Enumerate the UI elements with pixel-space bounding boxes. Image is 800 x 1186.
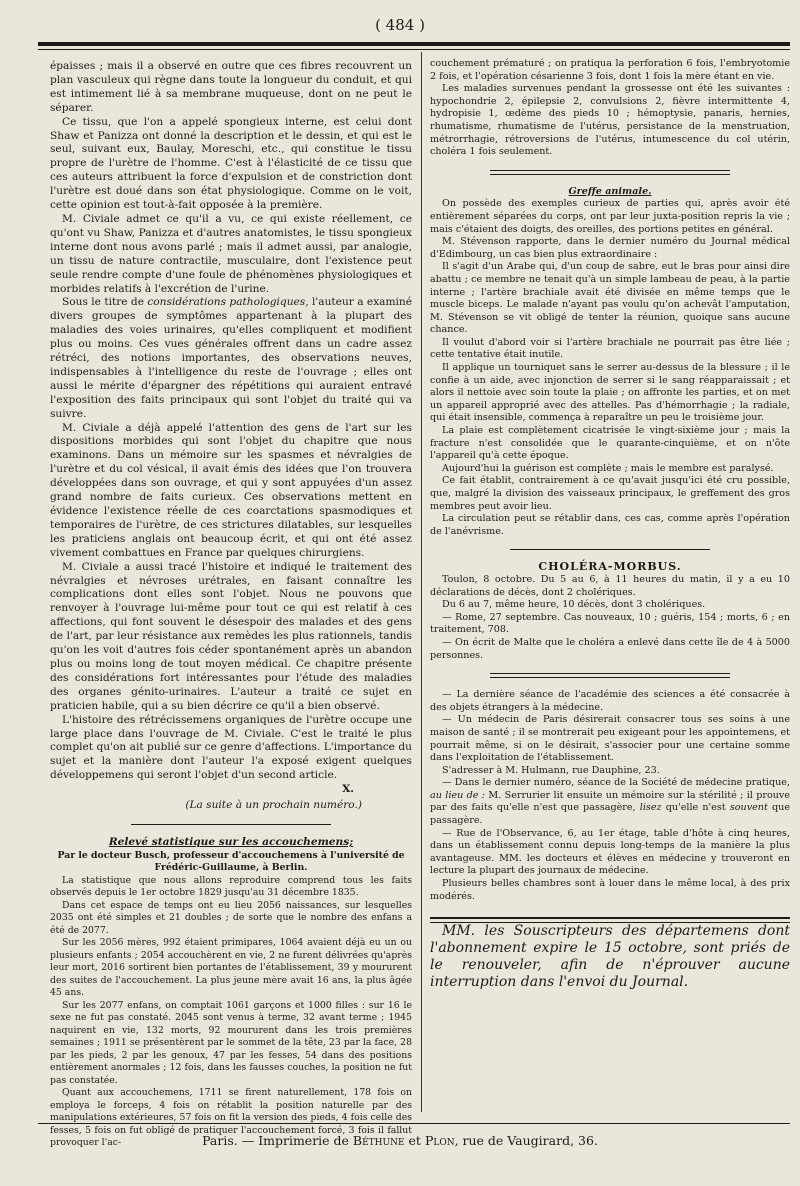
paragraph: Ce fait établit, contrairement à ce qu'avait jusqu'ici été cru possible, que, malgré la division des vaisseaux principaux, le greffement des gros membres peut avoir lieu.: [430, 475, 790, 512]
footer-rule: [38, 1123, 790, 1124]
right-column: [430, 58, 790, 991]
continued-note: (La suite à un prochain numéro.): [185, 799, 362, 812]
section-separator: [490, 170, 730, 175]
paragraph: Il voulut d'abord voir si l'artère brachiale ne pourrait pas être liée ; cette tentative était inutile.: [430, 336, 790, 361]
paragraph: Aujourd'hui la guérison est complète ; mais le membre est paralysé.: [442, 462, 774, 474]
paragraph: [430, 777, 790, 827]
paragraph: couchement prématuré ; on pratiqua la perforation 6 fois, l'embryotomie 2 fois, et l'opération césarienne 3 fois, dont 1 fois la mère étant en vie.: [430, 58, 790, 82]
printer-name: Plon: [424, 1133, 455, 1148]
emphasis: souvent: [729, 802, 768, 814]
section-title: Relevé statistique sur les accouchemens;: [108, 835, 354, 848]
paragraph: M. Civiale a déjà appelé l'attention des gens de l'art sur les dispositions morbides qui sont l'objet du chapitre que nous examinons. Dans un mémoire sur les spasmes et névralgies de l'urètre et du col vésical, il avait émis des idées que l'on trouvera développées dans son ouvrage, et qui y sont appuyées d'un assez grand nombre de faits curieux. Ces observations mettent en évidence l'existence réelle de ces coarctations spasmodiques et temporaires de l'urètre, de ces strictures dilatables, sur lesquelles les praticiens anglais ont beaucoup écrit, et qui ont été assez vivement combattues en France par quelques chirurgiens.: [50, 421, 412, 559]
paragraph: M. Civiale a aussi tracé l'histoire et indiqué le traitement des névralgies et névroses urétrales, en faisant connaître les complications dont elles sont l'objet. Nous ne pouvons que renvoyer à l'ouvrage lui-même pour tout ce qui est relatif à ces affections, qui font souvent le désespoir des malades et des gens de l'art, par leur résistance aux remèdes les plus rationnels, tandis qu'on les voit d'autres fois céder spontanément après un abandon plus ou moins long de tout moyen médical. Ce chapitre présente des considérations fort intéressantes pour l'étude des maladies des organes génito-urinaires. L'auteur a traité ce sujet en praticien habile, qui a su bien décrire ce qu'il a bien observé.: [50, 560, 412, 712]
paragraph: Ce tissu, que l'on a appelé spongieux interne, est celui dont Shaw et Panizza ont donné la description et le dessin, et qui est le seul, suivant eux, Baulay, Moreschi, etc., qui constitue le tissu propre de l'urètre de l'homme. C'est à l'élasticité de ce tissu que ces auteurs attribuent la force d'expulsion et de constriction dont l'urètre est doué dans son état physiologique. Comme on le voit, cette opinion est tout-à-fait opposée à la première.: [50, 115, 412, 212]
signature: X.: [342, 783, 354, 796]
paragraph: M. Civiale admet ce qu'il a vu, ce qui existe réellement, ce qu'ont vu Shaw, Panizza et d'autres anatomistes, le tissu spongieux interne dont nous avons parlé ; mais il admet aussi, par analogie, un tissu de nature contractile, musculaire, dont l'existence peut seule rendre compte d'une foule de phénomènes physiologiques et morbides relatifs à l'excrétion de l'urine.: [50, 212, 412, 295]
text-run: qu'elle n'est: [661, 802, 730, 814]
paragraph: [50, 296, 412, 421]
paragraph: — Rue de l'Observance, 6, au 1er étage, table d'hôte à cinq heures, dans un établissement connu depuis long-temps de la manière la plus avantageuse. MM. les docteurs et élèves en médecine y trouveront en lecture la plupart des journaux de médecine.: [430, 827, 790, 877]
text-run: que passagère.: [430, 802, 790, 827]
emphasis: considérations pathologiques,: [147, 296, 309, 309]
paragraph: On possède des exemples curieux de parties qui, après avoir été entièrement séparées du corps, ont par leur juxta-position repris la vie ; mais c'étaient des doigts, des oreilles, des portions petites en général.: [430, 198, 790, 235]
imprint-footer: [0, 1133, 800, 1148]
paragraph: Sur les 2056 mères, 992 étaient primipares, 1064 avaient déjà eu un ou plusieurs enfants ; 2054 accouchèrent en vie, 2 ne furent délivrées qu'après leur mort, 2016 sortirent bien portantes de l'établissement, 39 y moururent des suites de l'accouchement. La plus jeune mère avait 16 ans, la plus âgée 45 ans.: [50, 937, 412, 999]
section-separator: [490, 673, 730, 678]
paragraph: M. Stévenson rapporte, dans le dernier numéro du Journal médical d'Edimbourg, un cas bien plus extraordinaire :: [430, 236, 790, 260]
paragraph: L'histoire des rétrécissemens organiques de l'urètre occupe une large place dans l'ouvrage de M. Civiale. C'est le traité le plus complet qu'on ait publié sur ce genre d'affections. L'importance du sujet et la manière dont l'auteur l'a exposé exigent quelques développemens qui seront l'objet d'un second article.: [50, 713, 412, 782]
emphasis: au lieu de :: [430, 789, 486, 801]
emphasis: lisez: [639, 802, 662, 814]
paragraph: épaisses ; mais il a observé en outre que ces fibres recouvrent un plan vasculeux qui règne dans toute la longueur du conduit, et qui est intimement lié à sa membrane muqueuse, dont on ne peut le séparer.: [50, 60, 412, 114]
section-separator: [510, 549, 710, 550]
footer-text: et: [404, 1133, 425, 1148]
paragraph: Il s'agit d'un Arabe qui, d'un coup de sabre, eut le bras pour ainsi dire abattu ; ce membre ne tenait qu'à un simple lambeau de peau, à la partie interne ; l'artère brachiale avait été divisée en même temps que le muscle biceps. Le malade n'ayant pas voulu qu'on achevât l'amputation, M. Stévenson se vit obligé de tenter la réunion, quoique sans aucune chance.: [430, 261, 790, 336]
header-rule-thin: [38, 49, 790, 50]
page-number: ( 484 ): [375, 16, 425, 34]
paragraph: — Un médecin de Paris désirerait consacrer tous ses soins à une maison de santé ; il se montrerait peu exigeant pour les appointemens, et pourrait même, si on le désirait, s'associer pour une certaine somme dans l'exploitation de l'établissement.: [430, 714, 790, 764]
paragraph: Il applique un tourniquet sans le serrer au-dessus de la blessure ; il le confie à un aide, avec injonction de serrer si le sang réapparaissait ; et alors il nettoie avec soin toute la plaie ; on affronte les parties, et on met un appareil approprié avec des attelles. Pas d'hémorrhagie ; la radiale, qui était insensible, commença à reparaître un peu le troisième jour.: [430, 362, 790, 424]
paragraph: Dans cet espace de temps ont eu lieu 2056 naissances, sur lesquelles 2035 ont été simples et 21 doubles ; de sorte que le nombre des enfans a été de 2077.: [50, 899, 412, 936]
printer-name: Béthune: [352, 1133, 405, 1148]
paragraph: S'adresser à M. Hulmann, rue Dauphine, 23.: [442, 764, 660, 776]
footer-text: , rue de Vaugirard, 36.: [454, 1133, 598, 1148]
paragraph: La plaie est complètement cicatrisée le vingt-sixième jour ; mais la fracture n'est consolidée que le quarante-cinquième, et on n'ôte l'appareil qu'à cette époque.: [430, 425, 790, 462]
text-run: M. Serrurier lit ensuite un mémoire sur la stérilité ; il prouve par des faits qu'elle n'est que passagère,: [430, 789, 790, 814]
paragraph: Les maladies survenues pendant la grossesse ont été les suivantes : hypochondrie 2, épilepsie 2, convulsions 2, fièvre intermittente 4, hydropisie 1, œdème des pieds 10 ; hémoptysie, panaris, hernies, rhumatisme, rhumatisme de l'utérus, persistance de la menstruation, métrorrhagie, rétroversions de l'utérus, intumescence du col utérin, choléra 1 fois seulement.: [430, 83, 790, 158]
subscriber-notice: MM. les Souscripteurs des départemens dont l'abonnement expire le 15 octobre, sont priés de le renouveler, afin de n'éprouver aucune interruption dans l'envoi du Journal.: [430, 923, 790, 991]
text-run: — Dans le dernier numéro, séance de la Société de médecine pratique,: [442, 777, 790, 789]
section-separator: [131, 824, 331, 825]
paragraph: Du 6 au 7, même heure, 10 décès, dont 3 cholériques.: [442, 599, 706, 611]
section-title: Greffe animale.: [568, 185, 652, 197]
paragraph: Sur les 2077 enfans, on comptait 1061 garçons et 1000 filles : sur 16 le sexe ne fut pas constaté. 2045 sont venus à terme, 32 avant terme ; 1945 naquirent en vie, 132 morts, 92 moururent dans les trois premières semaines ; 1911 se présentèrent par le sommet de la tête, 23 par la face, 28 par les pieds, 2 par les genoux, 47 par les fesses, 54 dans des positions entièrement anormales ; 12 fois, dans les fausses couches, la position ne fut pas constatée.: [50, 999, 412, 1086]
paragraph: — La dernière séance de l'académie des sciences a été consacrée à des objets étrangers à la médecine.: [430, 689, 790, 713]
paragraph: Quant aux accouchemens, 1711 se firent naturellement, 178 fois on employa le forceps, 4 fois on rétablit la position naturelle par des manipulations extérieures, 57 fois on fit la version des pieds, 4 fois celle des fesses, 5 fois on fut obligé de pratiquer l'accouchement forcé, 3 fois il fallut provoquer l'ac-: [50, 1087, 412, 1149]
paragraph: La statistique que nous allons reproduire comprend tous les faits observés depuis le 1er octobre 1829 jusqu'au 31 décembre 1835.: [50, 874, 412, 899]
paragraph: — Rome, 27 septembre. Cas nouveaux, 10 ; guéris, 154 ; morts, 6 ; en traitement, 708.: [430, 611, 790, 636]
paragraph: La circulation peut se rétablir dans, ces cas, comme après l'opération de l'anévrisme.: [430, 513, 790, 537]
text-run: Sous le titre de: [62, 296, 148, 309]
footer-text: Paris. — Imprimerie de: [202, 1133, 353, 1148]
paragraph: — On écrit de Malte que le choléra a enlevé dans cette île de 4 à 5000 personnes.: [430, 636, 790, 661]
section-author: Par le docteur Busch, professeur d'accouchemens à l'université de Frédéric-Guillaume, à Berlin.: [57, 849, 405, 874]
section-title: CHOLÉRA-MORBUS.: [538, 560, 682, 574]
text-run: l'auteur a examiné divers groupes de symptômes appartenant à la plupart des maladies des voies urinaires, qu'elles compliquent et modifient plus ou moins. Ces vues générales offrent dans un cadre assez rétréci, des notions importantes, des observations neuves, indispensables à l'intelligence du reste de l'ouvrage ; elles ont aussi le mérite d'épargner des répétitions qui auraient entravé l'exposition des faits principaux qui sont l'objet du traité qui va suivre.: [50, 296, 412, 420]
paragraph: Plusieurs belles chambres sont à louer dans le même local, à des prix modérés.: [430, 878, 790, 902]
paragraph: Toulon, 8 octobre. Du 5 au 6, à 11 heures du matin, il y a eu 10 déclarations de décès, dont 2 cholériques.: [430, 573, 790, 598]
left-column: [50, 60, 412, 1150]
column-divider: [421, 52, 422, 1112]
header-rule-thick: [38, 42, 790, 46]
